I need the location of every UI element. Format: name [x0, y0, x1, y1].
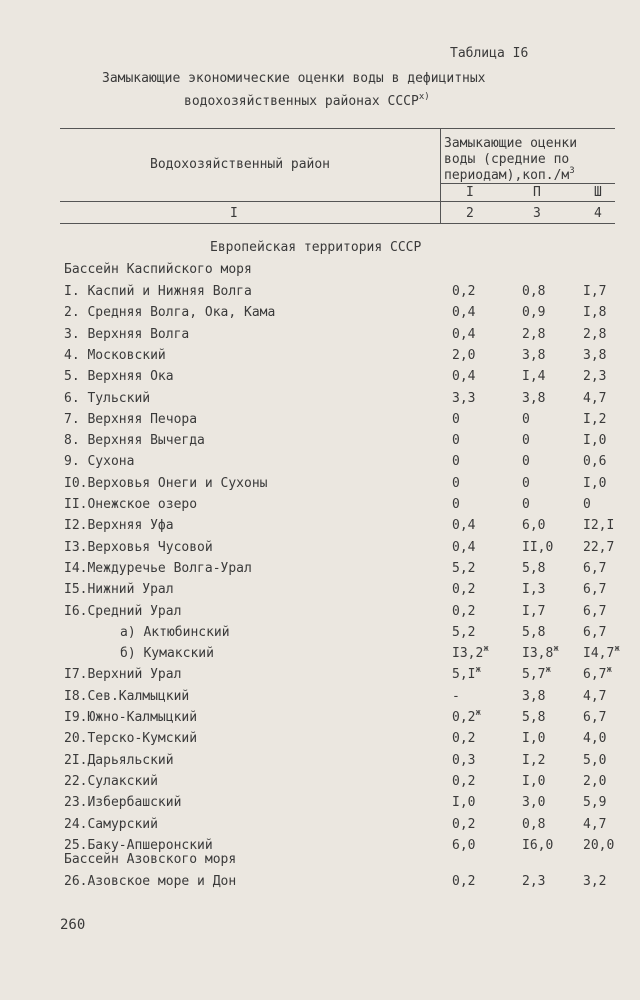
row-region-name: а) Актюбинский [120, 624, 230, 640]
row-region-name: I8.Сев.Калмыцкий [64, 688, 190, 704]
row-value-period-3 [583, 391, 606, 406]
row-value-period-3 [583, 412, 606, 427]
row-value-period-1 [452, 753, 475, 768]
row-value-period-3 [583, 433, 606, 448]
value-text: 0,8 [522, 816, 546, 832]
value-text: 0 [452, 454, 460, 470]
value-text: 0 [522, 497, 530, 512]
row-value-period-2 [522, 391, 545, 406]
row-value-period-1 [452, 667, 481, 682]
row-value-period-3 [583, 689, 606, 704]
value-text: I6,0 [522, 837, 554, 853]
value-text: 4,7 [583, 816, 607, 832]
value-text: 0 [452, 433, 460, 449]
row-region-name: I9.Южно-Калмыцкий [64, 710, 198, 725]
table-title-line2-text: водохозяйственных районах СССР [184, 94, 419, 109]
row-value-period-3 [583, 518, 614, 533]
row-value-period-3 [583, 561, 606, 576]
value-text: 0 [583, 497, 591, 512]
value-text: 2,0 [452, 347, 476, 363]
value-text: 5,8 [522, 560, 546, 576]
value-text: 5,0 [583, 752, 607, 768]
row-region-name: I7.Верхний Урал [64, 667, 182, 683]
row-value-period-1 [452, 327, 475, 342]
basin-heading: Бассейн Каспийского моря [64, 262, 252, 277]
row-value-period-1 [452, 874, 475, 889]
period-3: Ш [594, 185, 602, 200]
row-value-period-2 [522, 497, 530, 512]
header-values-line1: Замыкающие оценки [444, 136, 578, 151]
value-text: 0,2 [452, 731, 476, 747]
row-value-period-3 [583, 497, 591, 512]
row-value-period-1 [452, 838, 475, 853]
header-region: Водохозяйственный район [150, 157, 331, 172]
row-value-period-1 [452, 391, 475, 406]
row-value-period-3 [583, 731, 606, 746]
row-value-period-2 [522, 284, 545, 299]
row-value-period-1 [452, 625, 475, 640]
row-value-period-2 [522, 774, 545, 789]
row-value-period-3 [583, 753, 606, 768]
value-text: 6,7 [583, 667, 607, 683]
row-value-period-1 [452, 518, 475, 533]
value-text: 0,8 [522, 284, 546, 299]
row-value-period-2 [522, 454, 530, 469]
row-value-period-2 [522, 874, 545, 889]
period-1: I [466, 185, 474, 200]
table-title-line1: Замыкающие экономические оценки воды в дефицитных [102, 71, 486, 86]
value-text: 0,2 [452, 284, 476, 299]
row-value-period-3 [583, 454, 606, 469]
row-region-name: I6.Средний Урал [64, 603, 182, 619]
row-value-period-1 [452, 817, 475, 832]
row-region-name: 20.Терско-Кумский [64, 731, 198, 747]
value-text: 2,3 [522, 874, 546, 889]
value-text: 0 [452, 497, 460, 512]
row-region-name: I. Каспий и Нижняя Волга [64, 284, 252, 299]
row-value-period-3 [583, 327, 606, 342]
value-text: 5,7 [522, 667, 546, 683]
table-title-line2 [184, 94, 430, 111]
row-value-period-1 [452, 497, 460, 512]
value-text: 0,2 [452, 710, 476, 725]
value-text: II,0 [522, 539, 554, 555]
row-value-period-1 [452, 561, 475, 576]
basin-heading: Бассейн Азовского моря [64, 852, 237, 867]
value-text: 0,2 [452, 603, 476, 619]
row-value-period-2 [522, 753, 545, 768]
row-region-name: 25.Баку-Апшеронский [64, 837, 213, 853]
section-heading: Европейская территория СССР [210, 240, 422, 255]
row-region-name: I0.Верховья Онеги и Сухоны [64, 475, 268, 491]
header-rule [60, 201, 615, 202]
value-footnote-mark: ж [483, 644, 489, 655]
value-text: 5,9 [583, 795, 607, 811]
value-text: I,7 [522, 603, 546, 619]
value-footnote-mark: ж [606, 665, 612, 676]
value-text: 2,3 [583, 369, 607, 385]
row-region-name: 2I.Дарьяльский [64, 752, 174, 768]
row-region-name: 7. Верхняя Печора [64, 411, 198, 427]
row-value-period-2 [522, 412, 530, 427]
row-region-name: 8. Верхняя Вычегда [64, 433, 205, 449]
value-text: 3,8 [522, 347, 546, 363]
row-value-period-2 [522, 369, 545, 384]
row-value-period-2 [522, 646, 559, 661]
row-value-period-3 [583, 646, 620, 661]
value-text: 4,7 [583, 688, 607, 704]
row-value-period-1 [452, 369, 475, 384]
value-text: 0,2 [452, 874, 476, 889]
value-text: 0 [452, 411, 460, 427]
table-top-rule [60, 128, 615, 129]
row-value-period-3 [583, 369, 606, 384]
value-text: 0,4 [452, 305, 476, 321]
row-value-period-3 [583, 625, 606, 640]
value-text: 3,2 [583, 874, 607, 889]
value-text: 6,0 [452, 837, 476, 853]
value-text: 5,I [452, 667, 476, 683]
table-caption: Таблица I6 [450, 46, 529, 61]
row-region-name: 4. Московский [64, 347, 166, 363]
value-text: I,2 [522, 752, 546, 768]
row-region-name: I4.Междуречье Волга-Урал [64, 560, 252, 576]
value-text: 6,0 [522, 518, 546, 534]
row-value-period-2 [522, 348, 545, 363]
value-text: 0,4 [452, 518, 476, 534]
row-value-period-1 [452, 284, 475, 299]
row-value-period-1 [452, 305, 475, 320]
row-value-period-2 [522, 667, 551, 682]
value-text: 5,2 [452, 624, 476, 640]
value-text: 3,8 [522, 688, 546, 704]
row-value-period-2 [522, 540, 553, 555]
row-value-period-2 [522, 838, 553, 853]
value-text: 0,2 [452, 582, 476, 598]
header-values-line2: воды (средние по [444, 152, 570, 167]
row-value-period-3 [583, 874, 606, 889]
row-value-period-3 [583, 817, 606, 832]
row-value-period-1 [452, 348, 475, 363]
row-value-period-3 [583, 667, 612, 682]
row-value-period-2 [522, 433, 530, 448]
row-value-period-2 [522, 518, 545, 533]
value-text: 3,0 [522, 795, 546, 811]
row-value-period-1 [452, 476, 460, 491]
value-text: I,0 [522, 773, 546, 789]
value-text: 3,8 [583, 347, 607, 363]
row-region-name: 22.Сулакский [64, 773, 158, 789]
value-text: I,0 [583, 475, 607, 491]
value-text: 0 [522, 433, 530, 449]
value-text: 0,6 [583, 454, 607, 470]
header-divider [440, 129, 441, 223]
value-text: 0 [452, 475, 460, 491]
row-value-period-1 [452, 731, 475, 746]
row-value-period-2 [522, 795, 545, 810]
value-text: I,7 [583, 284, 607, 299]
value-text: I,0 [583, 433, 607, 449]
value-text: 3,3 [452, 390, 476, 406]
row-value-period-2 [522, 582, 545, 597]
row-value-period-1 [452, 774, 475, 789]
row-value-period-3 [583, 540, 614, 555]
value-text: 20,0 [583, 837, 615, 853]
colnum-3: 3 [533, 206, 541, 221]
row-value-period-2 [522, 305, 545, 320]
row-value-period-2 [522, 561, 545, 576]
row-region-name: 2. Средняя Волга, Ока, Кама [64, 305, 276, 321]
row-value-period-1 [452, 604, 475, 619]
row-region-name: I3.Верховья Чусовой [64, 539, 213, 555]
value-text: I,0 [452, 795, 476, 811]
value-text: 0,2 [452, 773, 476, 789]
header-unit-sup: 3 [569, 166, 575, 176]
row-region-name: б) Кумакский [120, 646, 214, 662]
value-text: I3,2 [452, 646, 484, 662]
row-region-name: 26.Азовское море и Дон [64, 874, 237, 889]
value-text: 3,8 [522, 390, 546, 406]
value-text: I,4 [522, 369, 546, 385]
value-text: 0,3 [452, 752, 476, 768]
value-text: I,8 [583, 305, 607, 321]
row-value-period-3 [583, 284, 606, 299]
row-value-period-2 [522, 817, 545, 832]
value-text: 2,8 [522, 326, 546, 342]
value-text: 0 [522, 454, 530, 470]
row-region-name: 9. Сухона [64, 454, 135, 470]
value-text: I2,I [583, 518, 615, 534]
row-region-name: 3. Верхняя Волга [64, 326, 190, 342]
value-text: 0,2 [452, 816, 476, 832]
row-value-period-2 [522, 625, 545, 640]
row-region-name: I5.Нижний Урал [64, 582, 174, 598]
value-text: I,3 [522, 582, 546, 598]
value-footnote-mark: ж [553, 644, 559, 655]
row-value-period-1 [452, 795, 475, 810]
value-text: 0 [522, 475, 530, 491]
value-text: 6,7 [583, 582, 607, 598]
value-text: I3,8 [522, 646, 554, 662]
value-footnote-mark: ж [475, 665, 481, 676]
value-text: - [452, 688, 460, 704]
row-value-period-1 [452, 454, 460, 469]
row-value-period-1 [452, 433, 460, 448]
row-value-period-3 [583, 838, 614, 853]
row-region-name: II.Онежское озеро [64, 497, 198, 512]
header-sub-rule [440, 183, 615, 184]
header-values-line3-text: периодам),коп./м [444, 168, 570, 183]
row-value-period-2 [522, 731, 545, 746]
row-value-period-3 [583, 710, 606, 725]
row-region-name: 24.Самурский [64, 816, 158, 832]
row-value-period-1 [452, 646, 489, 661]
row-value-period-3 [583, 305, 606, 320]
row-value-period-3 [583, 795, 606, 810]
value-text: 2,8 [583, 326, 607, 342]
row-region-name: 5. Верхняя Ока [64, 369, 174, 385]
row-region-name: I2.Верхняя Уфа [64, 518, 174, 534]
colnum-rule [60, 223, 615, 224]
row-value-period-2 [522, 689, 545, 704]
value-text: 0,4 [452, 369, 476, 385]
value-footnote-mark: ж [614, 644, 620, 655]
value-footnote-mark: ж [545, 665, 551, 676]
value-text: 0,4 [452, 539, 476, 555]
row-value-period-3 [583, 476, 606, 491]
value-text: 22,7 [583, 539, 615, 555]
period-2: П [533, 185, 541, 200]
row-value-period-3 [583, 348, 606, 363]
colnum-2: 2 [466, 206, 474, 221]
value-footnote-mark: ж [475, 708, 481, 718]
value-text: 4,0 [583, 731, 607, 747]
value-text: 4,7 [583, 390, 607, 406]
row-value-period-2 [522, 604, 545, 619]
value-text: 6,7 [583, 624, 607, 640]
value-text: 5,8 [522, 710, 546, 725]
value-text: I4,7 [583, 646, 615, 662]
row-value-period-2 [522, 476, 530, 491]
value-text: I,0 [522, 731, 546, 747]
row-value-period-1 [452, 689, 460, 704]
value-text: 6,7 [583, 560, 607, 576]
row-value-period-1 [452, 412, 460, 427]
row-value-period-2 [522, 710, 545, 725]
colnum-1: I [230, 206, 238, 221]
row-value-period-3 [583, 582, 606, 597]
row-value-period-1 [452, 710, 481, 725]
row-value-period-2 [522, 327, 545, 342]
value-text: 0,4 [452, 326, 476, 342]
row-region-name: 6. Тульский [64, 390, 151, 406]
row-value-period-1 [452, 582, 475, 597]
row-region-name: 23.Избербашский [64, 795, 182, 811]
row-value-period-3 [583, 774, 606, 789]
footnote-marker: х) [418, 92, 430, 102]
value-text: 0 [522, 411, 530, 427]
value-text: 0,9 [522, 305, 546, 321]
value-text: 2,0 [583, 773, 607, 789]
value-text: I,2 [583, 411, 607, 427]
row-value-period-3 [583, 604, 606, 619]
value-text: 5,8 [522, 624, 546, 640]
value-text: 6,7 [583, 710, 607, 725]
value-text: 6,7 [583, 603, 607, 619]
value-text: 5,2 [452, 560, 476, 576]
row-value-period-1 [452, 540, 475, 555]
colnum-4: 4 [594, 206, 602, 221]
page-number: 260 [60, 917, 86, 933]
